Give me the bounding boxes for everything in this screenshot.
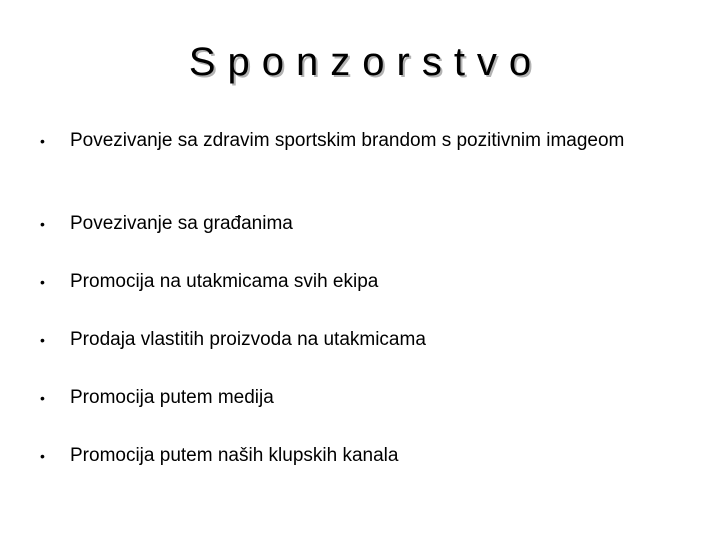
bullet-icon: • bbox=[40, 274, 45, 290]
bullet-icon: • bbox=[40, 216, 45, 232]
bullet-icon: • bbox=[40, 332, 45, 348]
list-item bbox=[40, 387, 680, 409]
bullet-text: Promocija na utakmicama svih ekipa bbox=[70, 271, 379, 292]
bullet-text: Povezivanje sa zdravim sportskim brandom s pozitivnim imageom bbox=[70, 130, 625, 151]
list-item bbox=[40, 271, 680, 293]
bullet-text: Promocija putem naših klupskih kanala bbox=[70, 445, 399, 466]
bullet-text: Prodaja vlastitih proizvoda na utakmicama bbox=[70, 329, 426, 350]
bullet-icon: • bbox=[40, 448, 45, 464]
list-item bbox=[40, 130, 680, 152]
list-item bbox=[40, 329, 680, 351]
list-item bbox=[40, 213, 680, 235]
slide-title: Sponzorstvo bbox=[188, 40, 544, 84]
bullet-text: Povezivanje sa građanima bbox=[70, 213, 293, 234]
bullet-icon: • bbox=[40, 133, 45, 149]
list-item bbox=[40, 445, 680, 467]
bullet-text: Promocija putem medija bbox=[70, 387, 274, 408]
bullet-icon: • bbox=[40, 390, 45, 406]
